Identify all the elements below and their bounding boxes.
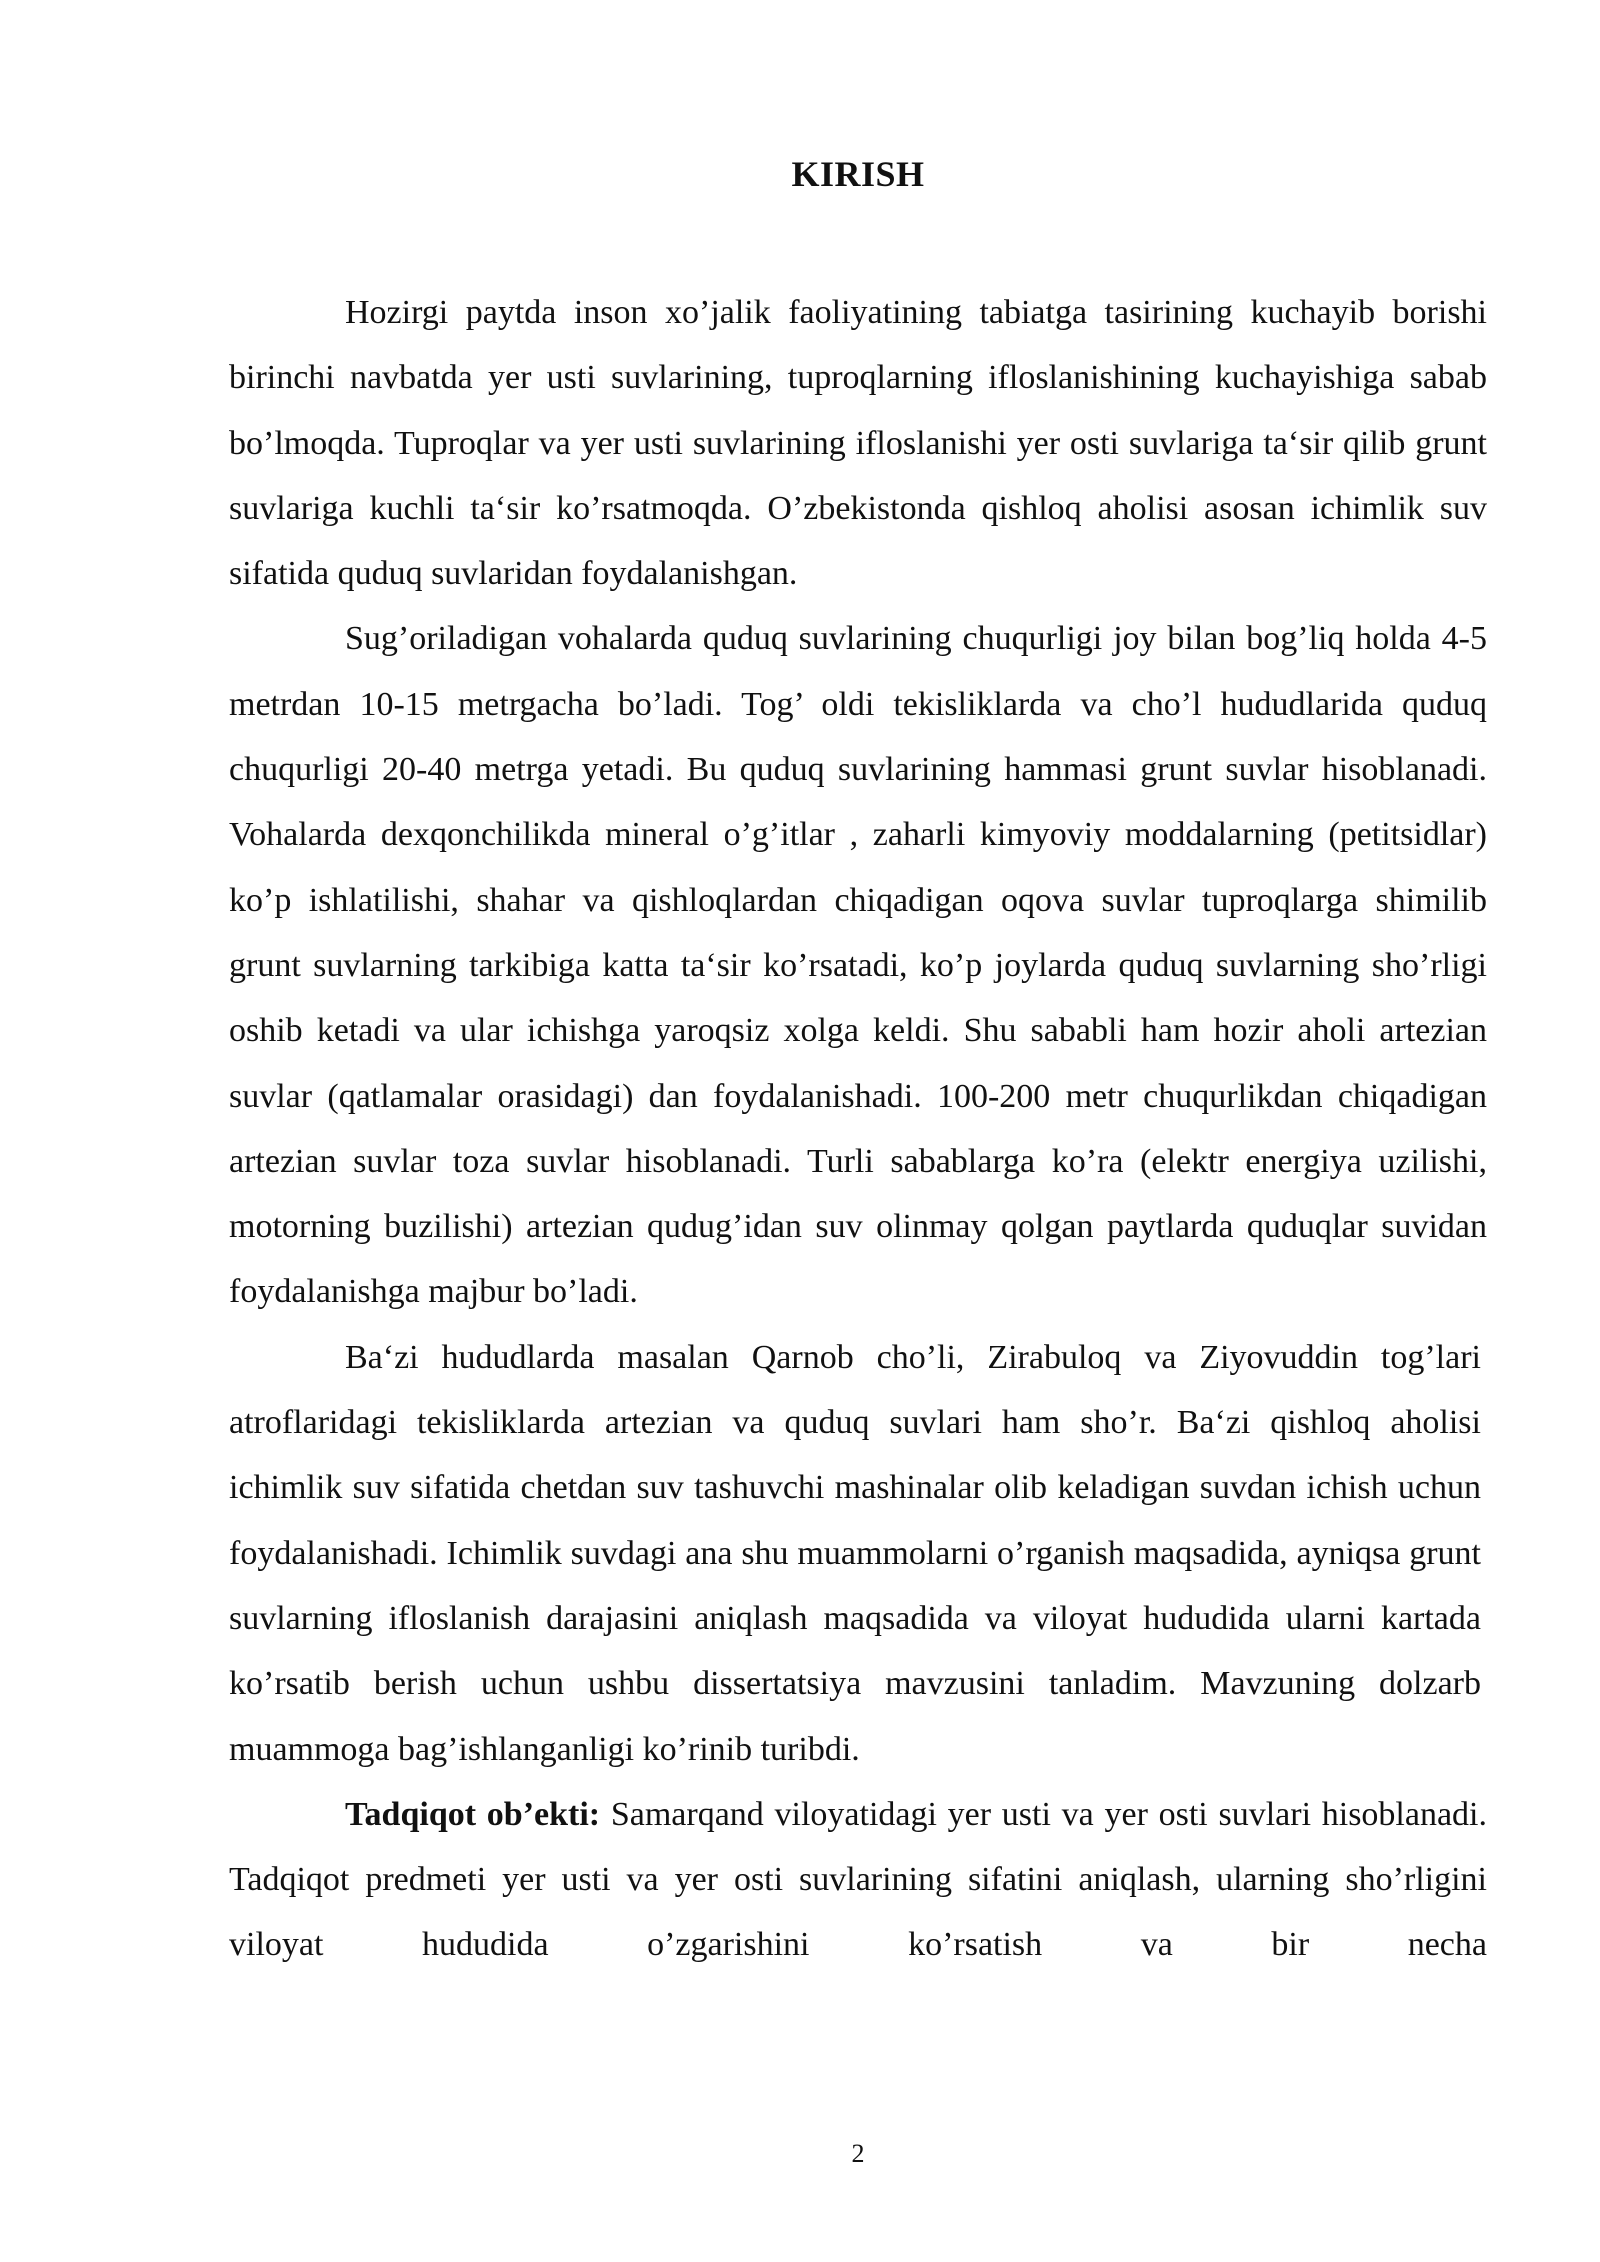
paragraph-regions-text: Ba‘zi hududlarda masalan Qarnob cho’li, Zirabuloq va Ziyovuddin tog’lari atroflaridagi tekisliklarda artezian va quduq suvlari ham sho’r. Ba‘zi qishloq aholisi ichimlik suv sifatida chetdan suv tashuvchi mashinalar olib keladigan suvdan ichish uchun foydalanishadi. Ichimlik suvdagi ana shu muammolarni o’rganish maqsadida, ayniqsa grunt suvlarning ifloslanish darajasini aniqlash maqsadida va viloyat hududida ularni kartada ko’rsatib berish uchun ushbu dissertatsiya mavzusini tanladim. Mavzuning dolzarb muammoga bag’ishlanganligi ko’rinib turibdi. [229,1338,1481,1768]
research-object-heading: Tadqiqot ob’ekti: [345,1795,601,1833]
paragraph-intro [229,280,1487,606]
paragraph-wells [229,606,1487,1324]
body-text [229,280,1487,1978]
paragraph-wells-text: Sug’oriladigan vohalarda quduq suvlarining chuqurligi joy bilan bog’liq holda 4-5 metrdan 10-15 metrgacha bo’ladi. Tog’ oldi tekisliklarda va cho’l hududlarida quduq chuqurligi 20-40 metrga yetadi. Bu quduq suvlarining hammasi grunt suvlar hisoblanadi. Vohalarda dexqonchilikda mineral o’g’itlar , zaharli kimyoviy moddalarning (petitsidlar) ko’p ishlatilishi, shahar va qishloqlardan chiqadigan oqova suvlar tuproqlarga shimilib grunt suvlarning tarkibiga katta ta‘sir ko’rsatadi, ko’p joylarda quduq suvlarning sho’rligi oshib ketadi va ular ichishga yaroqsiz xolga keldi. Shu sababli ham hozir aholi artezian suvlar (qatlamalar orasidagi) dan foydalanishadi. 100-200 metr chuqurlikdan chiqadigan artezian suvlar toza suvlar hisoblanadi. Turli sabablarga ko’ra (elektr energiya uzilishi, motorning buzilishi) artezian qudug’idan suv olinmay qolgan paytlarda quduqlar suvidan foydalanishga majbur bo’ladi. [229,620,1487,1311]
page-number: 2 [851,2139,865,2168]
page-title: KIRISH [791,154,925,194]
paragraph-intro-text: Hozirgi paytda inson xo’jalik faoliyatining tabiatga tasirining kuchayib borishi birinchi navbatda yer usti suvlarining, tuproqlarning ifloslanishining kuchayishiga sabab bo’lmoqda. Tuproqlar va yer usti suvlarining ifloslanishi yer osti suvlariga ta‘sir qilib grunt suvlariga kuchli ta‘sir ko’rsatmoqda. O’zbekistonda qishloq aholisi asosan ichimlik suv sifatida quduq suvlaridan foydalanishgan. [229,294,1487,593]
paragraph-research-object-text: Samarqand viloyatidagi yer usti va yer osti suvlari hisoblanadi. Tadqiqot predmeti yer usti va yer osti suvlarining sifatini aniqlash, ularning sho’rligini viloyat hududida o’zgarishini ko’rsatish va bir necha [229,1795,1487,1964]
paragraph-research-object [229,1782,1487,1978]
paragraph-regions [229,1325,1487,1782]
